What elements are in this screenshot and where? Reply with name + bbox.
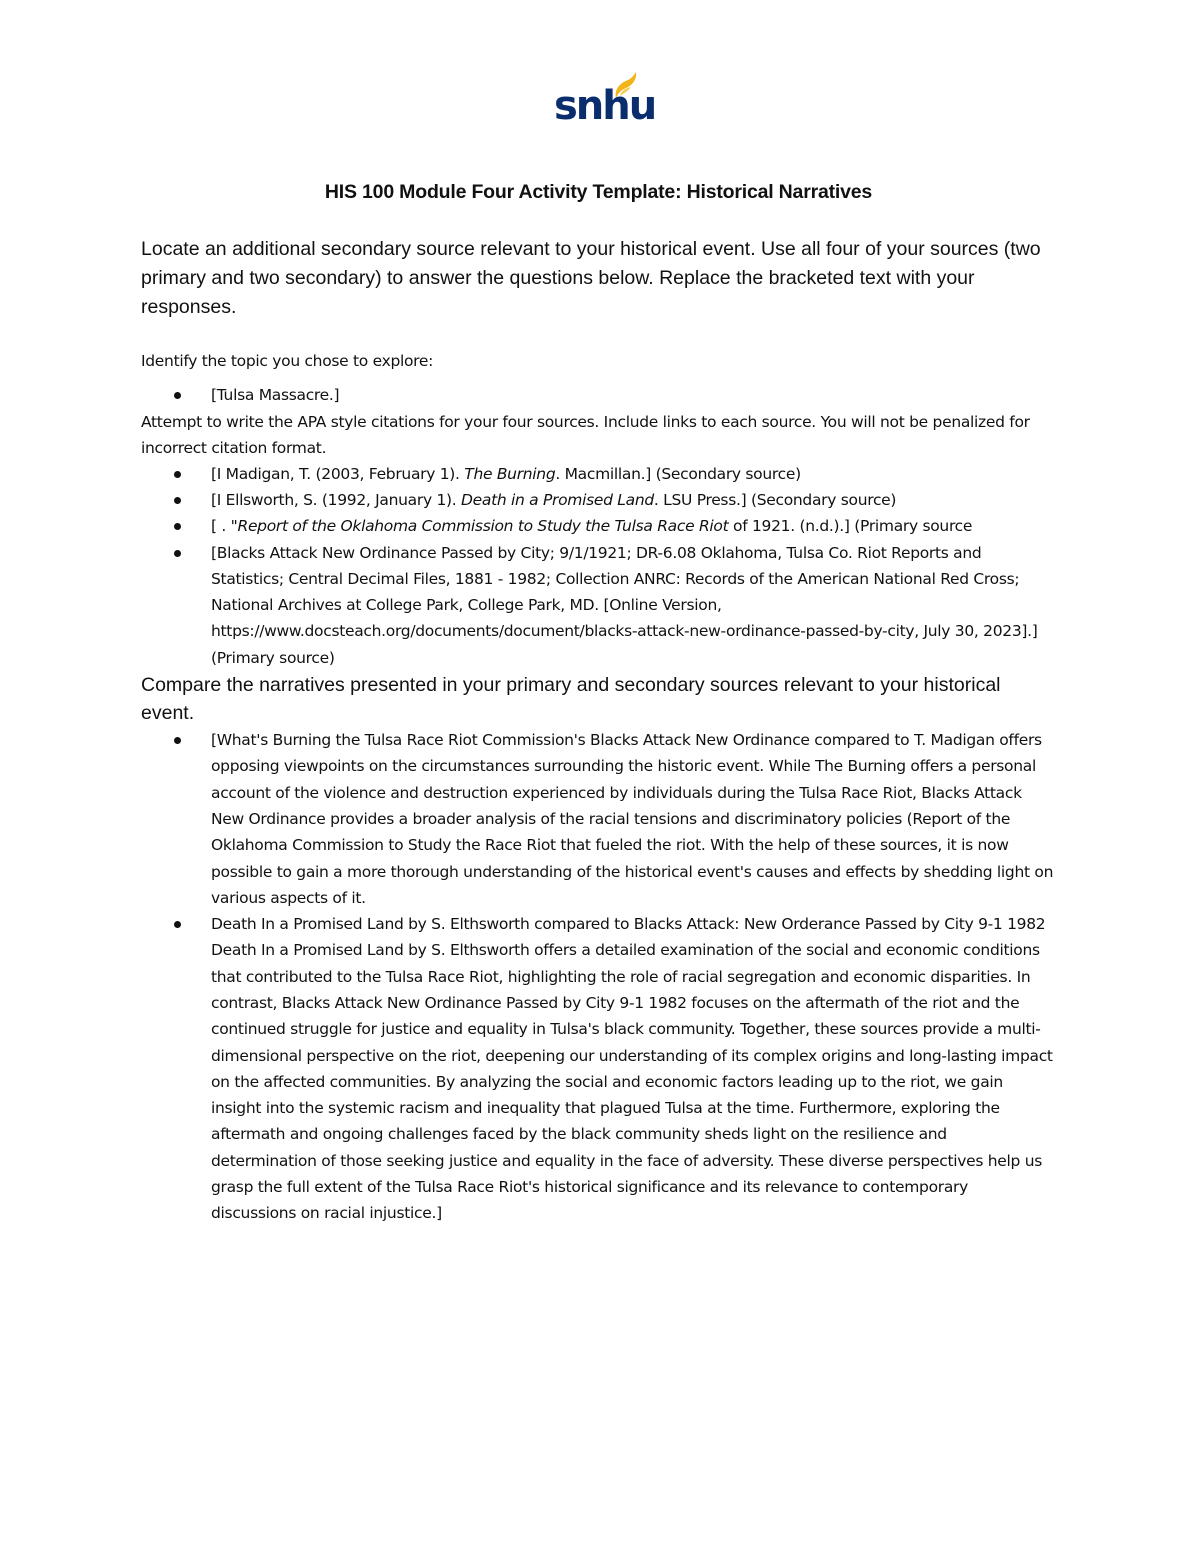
citation-before: [Blacks Attack New Ordinance Passed by City; 9/1/1921; DR-6.08 Oklahoma, Tulsa Co. Riot Reports and Statistics; Central Decimal Files, 1881 - 1982; Collection ANRC: Records of the American National Red Cross; National Archives at College Park, College Park, MD. [Online Version, https://www.docsteach.org/documents/document/blacks-attack-new-ordinance-passed-by-city, July 30, 2023].] (Primary source) (211, 543, 1038, 667)
topic-label: Identify the topic you chose to explore: (141, 352, 434, 371)
compare-text: Death In a Promised Land by S. Elthsworth compared to Blacks Attack: New Orderance Passed by City 9-1 1982 Death In a Promised Land by S. Elthsworth offers a detailed examination of the social and economic conditions that contributed to the Tulsa Race Riot, highlighting the role of racial segregation and economic disparities. In contrast, Blacks Attack New Ordinance Passed by City 9-1 1982 focuses on the aftermath of the riot and the continued struggle for justice and equality in Tulsa's black community. Together, these sources provide a multi-dimensional perspective on the riot, deepening our understanding of its complex origins and long-lasting impact on the affected communities. By analyzing the social and economic factors leading up to the riot, we gain insight into the systemic racism and inequality that plagued Tulsa at the time. Furthermore, exploring the aftermath and ongoing challenges faced by the black community sheds light on the resilience and determination of those seeking justice and equality in the face of adversity. These diverse perspectives help us grasp the full extent of the Tulsa Race Riot's historical significance and its relevance to contemporary discussions on racial injustice.] (211, 915, 1053, 1223)
list-item (141, 727, 1056, 911)
citation-before: [I Ellsworth, S. (1992, January 1). (211, 490, 462, 509)
citation-after: of 1921. (n.d.).] (Primary source (728, 517, 973, 536)
list-item (141, 461, 1056, 487)
compare-list (141, 727, 1056, 1227)
list-item (141, 540, 1056, 671)
logo-text: snhu (554, 83, 656, 129)
citation-italic: Report of the Oklahoma Commission to Study the Tulsa Race Riot (237, 517, 729, 536)
citations-list (141, 461, 1056, 671)
list-item (141, 382, 1056, 408)
document-content (141, 180, 1056, 1227)
citation-italic: Death in a Promised Land (461, 490, 654, 509)
bullet-icon (174, 392, 181, 399)
bullet-icon (174, 523, 181, 530)
citation-after: . Macmillan.] (Secondary source) (555, 464, 801, 483)
citations-label: Attempt to write the APA style citations for your four sources. Include links to each source. You will not be penalized for incorrect citation format. (141, 412, 1030, 457)
bullet-icon (174, 550, 181, 557)
bullet-icon (174, 737, 181, 744)
bullet-icon (174, 497, 181, 504)
snhu-logo (552, 72, 656, 136)
list-item (141, 487, 1056, 513)
instructions: Locate an additional secondary source relevant to your historical event. Use all four of your sources (two primary and two secondary) to answer the questions below. Replace the bracketed text with your responses. (141, 238, 1041, 319)
list-item (141, 513, 1056, 539)
page-title: HIS 100 Module Four Activity Template: Historical Narratives (324, 181, 873, 203)
list-item (141, 911, 1056, 1227)
citation-after: . LSU Press.] (Secondary source) (653, 490, 897, 509)
topic-list (141, 382, 1056, 408)
bullet-icon (174, 471, 181, 478)
compare-text: [What's Burning the Tulsa Race Riot Commission's Blacks Attack New Ordinance compared to T. Madigan offers opposing viewpoints on the circumstances surrounding the historic event. While The Burning offers a personal account of the violence and destruction experienced by individuals during the Tulsa Race Riot, Blacks Attack New Ordinance provides a broader analysis of the racial tensions and discriminatory policies (Report of the Oklahoma Commission to Study the Race Riot that fueled the riot. With the help of these sources, it is now possible to gain a more thorough understanding of the historical event's causes and effects by shedding light on various aspects of it. (211, 731, 1054, 907)
compare-label: Compare the narratives presented in your primary and secondary sources relevant to your historical event. (141, 674, 1001, 725)
bullet-icon (174, 921, 181, 928)
citation-before: [I Madigan, T. (2003, February 1). (211, 464, 465, 483)
citation-italic: The Burning (464, 464, 556, 483)
citation-before: [ . " (211, 517, 238, 536)
topic-text: [Tulsa Massacre.] (211, 386, 340, 405)
